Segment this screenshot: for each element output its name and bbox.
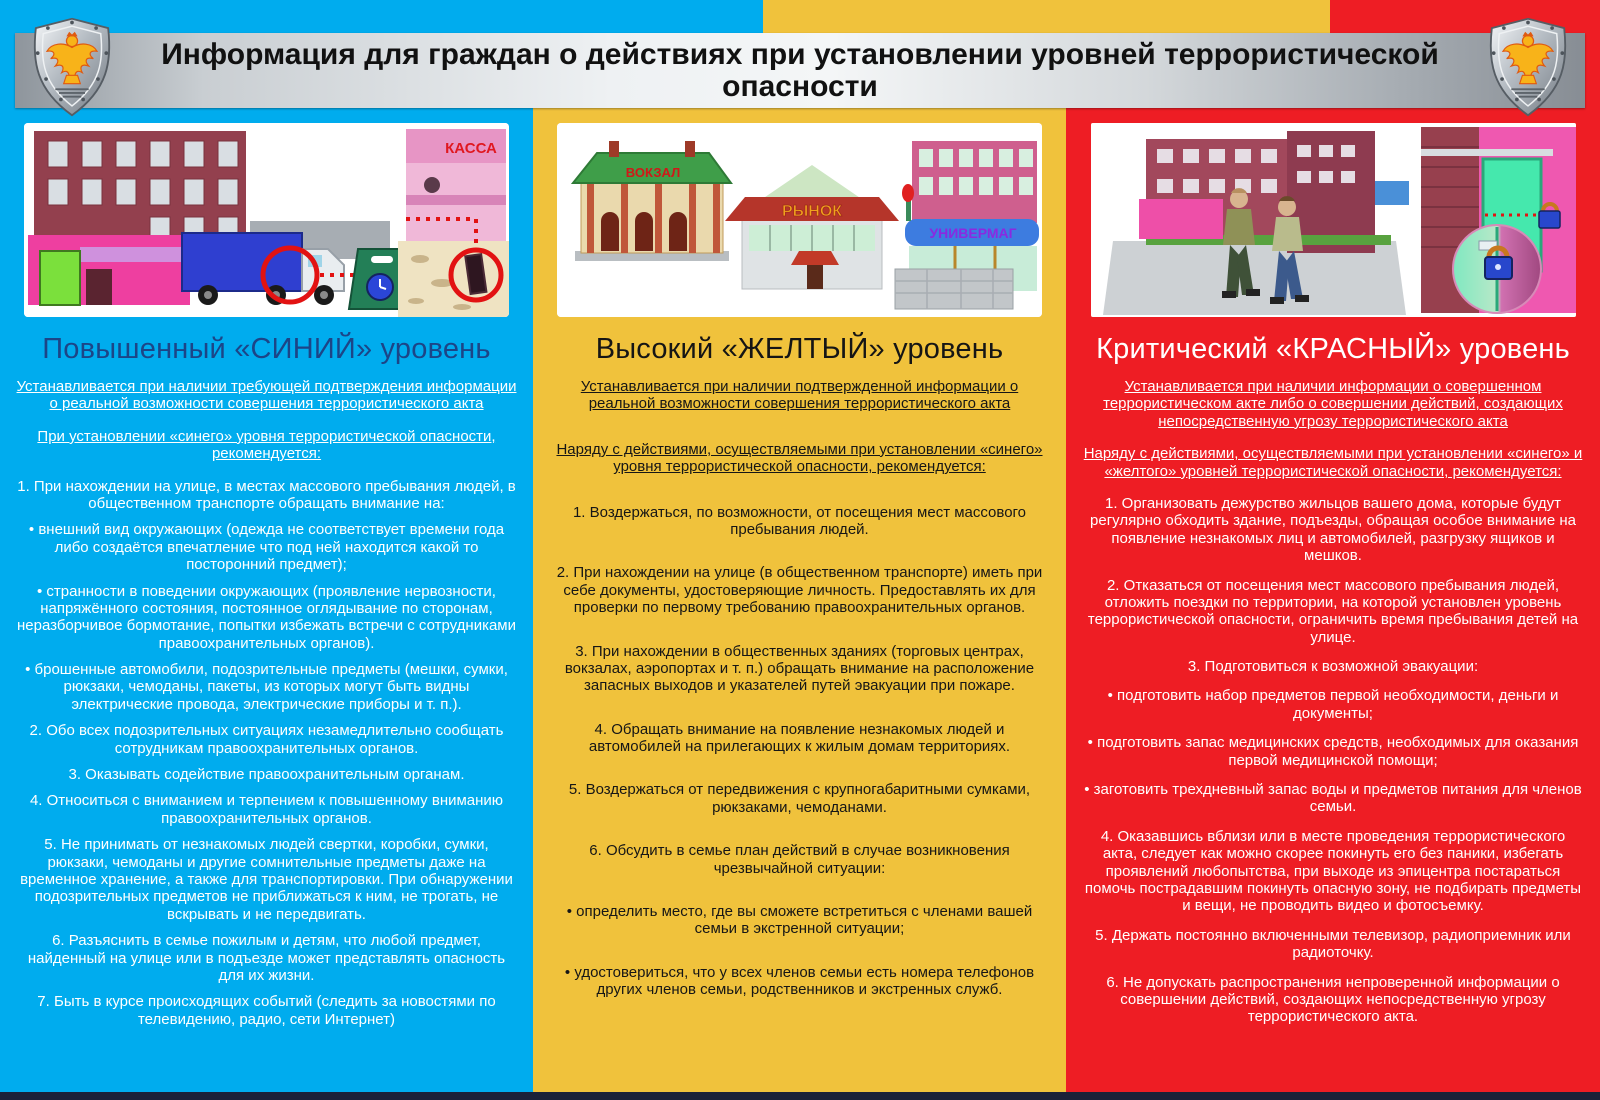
instruction-paragraph: 4. Обращать внимание на появление незнакомых людей и автомобилей на прилегающих к жилым домам территориях.: [588, 720, 1011, 756]
instruction-paragraph: • определить место, где вы сможете встретиться с членами вашей семьи в экстренной ситуации;: [566, 903, 1033, 938]
red-level-illustration: [1091, 123, 1576, 317]
locked-entrance-scene: [1421, 127, 1576, 313]
yellow-level-instructions: [533, 378, 1066, 999]
top-border-strip: [0, 0, 1600, 33]
instruction-paragraph: 7. Быть в курсе происходящих событий (следить за новостями по телевидению, радио, сети Интернет): [37, 993, 496, 1028]
cashier-hall-scene: [398, 129, 509, 317]
blue-level-panel: [0, 108, 533, 1092]
instruction-paragraph: 4. Относиться с вниманием и терпением к повышенному вниманию правоохранительных органов.: [29, 792, 504, 827]
intro-paragraph: Устанавливается при наличии требующей подтверждения информации о реальной возможности совершения террористического акта: [16, 378, 517, 413]
instruction-paragraph: 2. При нахождении на улице (в общественном транспорте) иметь при себе документы, удостоверяющие личность. Предоставлять их для проверки по первому требованию правоохранительных органов.: [556, 564, 1043, 617]
page-title: Информация для граждан о действиях при установлении уровней террористической опасности: [161, 38, 1439, 103]
vokzal-sign: ВОКЗАЛ: [625, 165, 681, 180]
kassa-sign: КАССА: [445, 140, 497, 157]
instruction-paragraph: • брошенные автомобили, подозрительные предметы (мешки, сумки, рюкзаки, чемоданы, пакеты, из которых могут быть видны электрические провода, электрические приборы и т. п.).: [25, 661, 508, 713]
magnifier-circle: [1453, 225, 1541, 313]
blue-level-illustration: [24, 123, 509, 317]
instruction-paragraph: 6. Обсудить в семье план действий в случае возникновения чрезвычайной ситуации:: [589, 842, 1010, 877]
red-level-title: Критический «КРАСНЫЙ» уровень: [1096, 333, 1570, 365]
instruction-paragraph: 5. Держать постоянно включенными телевизор, радиоприемник или радиоточку.: [1095, 926, 1571, 962]
instruction-paragraph: 1. Организовать дежурство жильцов вашего дома, которые будут регулярно обходить здание, подъезды, обращая особое внимание на появление незнакомых лиц и автомобилей, разгрузку ящиков и мешков.: [1090, 494, 1576, 565]
red-level-instructions: [1066, 378, 1600, 1026]
instruction-paragraph: 5. Не принимать от незнакомых людей свертки, коробки, сумки, рюкзаки, чемоданы и другие сомнительные предметы даже на временное хранение, а также для транспортировки. При обнаружении подозрительных предметов не приближаться к ним, не трогать, не вскрывать и не передвигать.: [20, 836, 513, 923]
instruction-paragraph: 5. Воздержаться от передвижения с крупногабаритными сумками, рюкзаками, чемоданами.: [568, 781, 1031, 816]
instruction-paragraph: 6. Разъяснить в семье пожилым и детям, что любой предмет, найденный на улице или в подъезде может представлять опасность для их жизни.: [27, 932, 506, 984]
railway-station-building: [573, 141, 731, 261]
instruction-paragraph: • подготовить набор предметов первой необходимости, деньги и документы;: [1107, 687, 1559, 722]
bottom-border-strip: [0, 1092, 1600, 1100]
yellow-level-illustration: [557, 123, 1042, 317]
blue-level-title: Повышенный «СИНИЙ» уровень: [42, 333, 491, 365]
instruction-paragraph: 2. Обо всех подозрительных ситуациях незамедлительно сообщать сотрудникам правоохранительных органов.: [29, 722, 504, 757]
antiterror-shield-icon-right: [1480, 16, 1576, 118]
department-store-building: [895, 141, 1039, 309]
blue-level-instructions: [0, 378, 533, 1028]
instruction-paragraph: 1. При нахождении на улице, в местах массового пребывания людей, в общественном транспорте обращать внимание на:: [17, 477, 516, 512]
intro-paragraph: Устанавливается при наличии информации о совершенном террористическом акте либо о совершении действий, создающих непосредственную угрозу террористического акта: [1103, 378, 1563, 430]
instruction-paragraph: 3. Оказывать содействие правоохранительным органам.: [68, 766, 465, 784]
yellow-level-title: Высокий «ЖЕЛТЫЙ» уровень: [595, 333, 1004, 365]
intro-paragraph: Наряду с действиями, осуществляемыми при установлении «синего» и «желтого» уровней террористической опасности, рекомендуется:: [1083, 445, 1583, 480]
intro-paragraph: Устанавливается при наличии подтвержденной информации о реальной возможности совершения террористического акта: [580, 378, 1019, 413]
instruction-paragraph: 6. Не допускать распространения непроверенной информации о совершении действий, создающих непосредственную угрозу террористического акта.: [1106, 973, 1560, 1026]
intro-paragraph: При установлении «синего» уровня террористической опасности, рекомендуется:: [37, 427, 496, 463]
instruction-paragraph: 3. Подготовиться к возможной эвакуации:: [1187, 658, 1479, 676]
univermag-sign: УНИВЕРМАГ: [929, 225, 1017, 241]
instruction-paragraph: • подготовить запас медицинских средств, необходимых для оказания первой медицинской помощи;: [1087, 734, 1579, 769]
instruction-paragraph: • внешний вид окружающих (одежда не соответствует времени года либо создаётся впечатление что под ней находится какой то посторонний предмет);: [28, 521, 505, 574]
instruction-paragraph: 4. Оказавшись вблизи или в месте проведения террористического акта, следует как можно скорее покинуть его без паники, избегать проявлений любопытства, при выходе из эпицентра постараться помочь пострадавшим покинуть опасную зону, не подбирать предметы и вещи, не проводить видео и фотосъемку.: [1084, 827, 1582, 915]
pink-storefront: [28, 235, 190, 305]
instruction-paragraph: 2. Отказаться от посещения мест массового пребывания людей, отложить поездки по территории, на которой установлен уровень террористической опасности, ограничить время пребывания детей на улице.: [1087, 576, 1579, 646]
instruction-paragraph: • заготовить трехдневный запас воды и предметов питания для членов семьи.: [1084, 781, 1582, 816]
residential-block: [1103, 131, 1409, 315]
header: [15, 33, 1585, 108]
yellow-level-panel: [533, 108, 1066, 1092]
instruction-paragraph: • удостовериться, что у всех членов семьи есть номера телефонов других членов семьи, родственников и экстренных служб.: [564, 963, 1035, 999]
instruction-paragraph: 1. Воздержаться, по возможности, от посещения мест массового пребывания людей.: [572, 503, 1027, 538]
red-level-panel: [1066, 108, 1600, 1092]
instruction-paragraph: • странности в поведении окружающих (проявление нервозности, напряжённого состояния, постоянное оглядывание по сторонам, неразборчивое бормотание, попытки избежать встречи с сотрудниками правоохранительных органов).: [16, 582, 516, 652]
rynok-sign: РЫНОК: [781, 203, 843, 220]
antiterror-shield-icon-left: [24, 16, 120, 118]
instruction-paragraph: 3. При нахождении в общественных зданиях (торговых центрах, вокзалах, аэропортах и т. п.) обращать внимание на расположение запасных выходов и указателей путей эвакуации при пожаре.: [564, 642, 1035, 695]
intro-paragraph: Наряду с действиями, осуществляемыми при установлении «синего» уровня террористической опасности, рекомендуется:: [556, 440, 1043, 476]
